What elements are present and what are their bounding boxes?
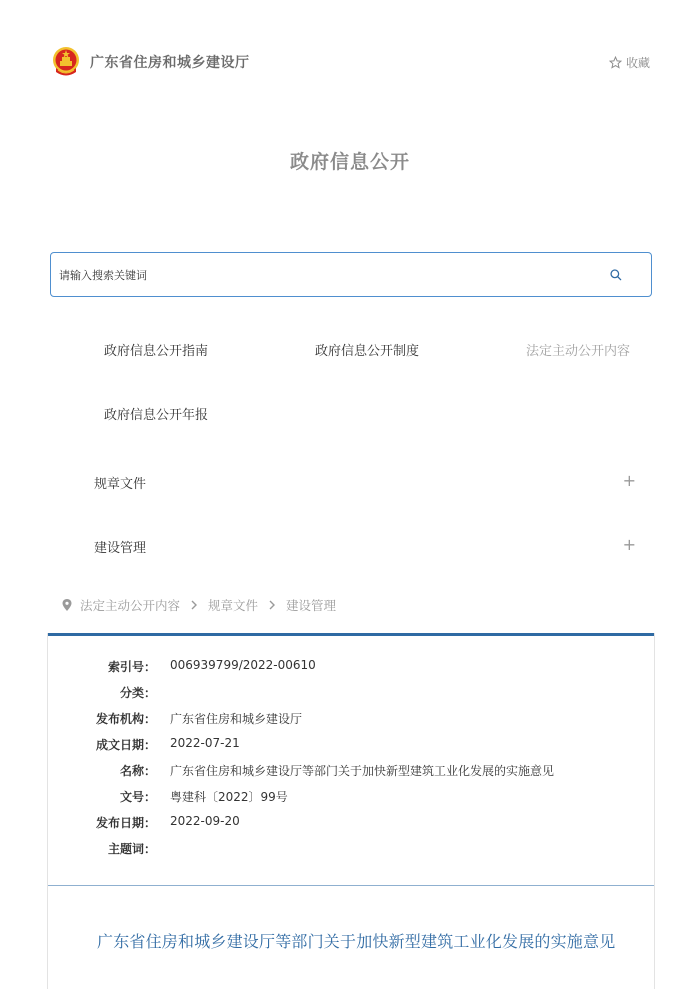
meta-key: 名称： <box>119 764 156 778</box>
meta-row-written-date <box>48 736 654 754</box>
location-pin-icon <box>62 599 72 611</box>
nav-item-statutory-content[interactable]: 法定主动公开内容 <box>526 344 631 359</box>
document-card <box>47 633 655 989</box>
expand-plus-icon[interactable]: + <box>622 471 636 490</box>
favorite-label: 收藏 <box>625 56 650 70</box>
breadcrumb <box>62 596 336 614</box>
card-divider <box>48 885 654 886</box>
document-title: 广东省住房和城乡建设厅等部门关于加快新型建筑工业化发展的实施意见 <box>97 932 616 951</box>
page-title: 政府信息公开 <box>289 151 410 173</box>
national-emblem-icon <box>52 46 80 76</box>
meta-row-category <box>48 684 654 702</box>
nav-item-guide[interactable]: 政府信息公开指南 <box>104 344 209 359</box>
site-header <box>0 0 700 120</box>
meta-key: 主题词： <box>107 842 156 856</box>
section-label: 规章文件 <box>94 477 147 492</box>
site-name[interactable]: 广东省住房和城乡建设厅 <box>90 55 250 71</box>
search-box <box>50 252 652 297</box>
meta-key: 文号： <box>119 790 156 804</box>
meta-row-doc-number <box>48 788 654 806</box>
breadcrumb-item[interactable]: 法定主动公开内容 <box>80 598 181 613</box>
breadcrumb-item[interactable]: 建设管理 <box>286 598 337 613</box>
section-construction-management[interactable] <box>94 535 636 559</box>
meta-key: 成文日期： <box>95 738 156 752</box>
meta-key: 发布日期： <box>95 816 156 830</box>
nav-item-system[interactable]: 政府信息公开制度 <box>315 344 420 359</box>
meta-row-name <box>48 762 654 780</box>
section-regulations[interactable] <box>94 471 636 495</box>
meta-key: 分类： <box>119 686 156 700</box>
meta-row-publish-date <box>48 814 654 832</box>
star-icon <box>609 56 622 69</box>
meta-value: 006939799/2022-00610 <box>170 658 316 672</box>
search-icon[interactable] <box>609 268 623 282</box>
meta-value: 广东省住房和城乡建设厅等部门关于加快新型建筑工业化发展的实施意见 <box>170 764 555 778</box>
search-input[interactable] <box>59 265 599 285</box>
nav-item-annual-report[interactable]: 政府信息公开年报 <box>104 408 209 423</box>
meta-value: 2022-09-20 <box>170 814 240 828</box>
meta-row-keywords <box>48 840 654 858</box>
card-top-border <box>48 633 654 636</box>
favorite-button[interactable] <box>609 54 650 71</box>
meta-value: 粤建科〔2022〕99号 <box>170 790 288 804</box>
meta-key: 索引号： <box>107 660 156 674</box>
expand-plus-icon[interactable]: + <box>622 535 636 554</box>
meta-key: 发布机构： <box>95 712 156 726</box>
meta-row-index <box>48 658 654 676</box>
meta-value: 广东省住房和城乡建设厅 <box>170 712 303 726</box>
chevron-right-icon <box>268 600 276 610</box>
meta-row-publisher <box>48 710 654 728</box>
breadcrumb-item[interactable]: 规章文件 <box>208 598 259 613</box>
section-label: 建设管理 <box>94 541 147 556</box>
meta-value: 2022-07-21 <box>170 736 240 750</box>
chevron-right-icon <box>190 600 198 610</box>
